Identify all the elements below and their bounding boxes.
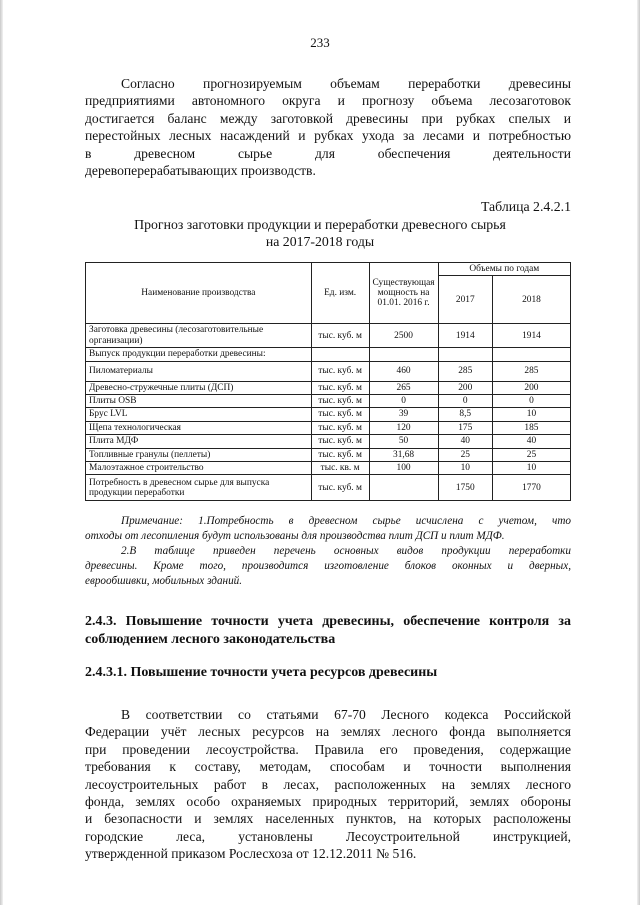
table-row [86,435,571,448]
cell-unit: тыс. кв. м [311,462,369,475]
page-edge-left [0,0,3,905]
table-row [86,448,571,461]
section-heading-2-4-3-1: 2.4.3.1. Повышение точности учета ресурсов древесины [85,665,438,680]
note-line: 2.В таблице приведен перечень основных видов продукции переработки [121,545,571,557]
body-line: лесоустроительных работ в лесах, расположенных на землях лесного [85,776,571,792]
cell-capacity [369,348,438,361]
body-line: утвержденной приказом Рослесхоза от 12.12.2011 № 516. [85,846,417,862]
body-line: фонда, землях особо охраняемых природных территорий, землях обороны [85,794,571,810]
cell-2017: 0 [438,395,492,408]
cell-name: Малоэтажное строительство [86,462,312,475]
cell-unit: тыс. куб. м [311,395,369,408]
cell-2017: 25 [438,448,492,461]
section-heading-2-4-3 [85,613,571,649]
table-row [86,381,571,394]
cell-2018: 200 [492,381,570,394]
intro-paragraph [85,75,571,179]
body-line: Федерации учёт лесных ресурсов на землях лесного фонда выполняется [85,724,571,740]
cell-unit [311,348,369,361]
body-line: В соответствии со статьями 67-70 Лесного кодекса Российской [121,707,571,722]
note-line: Примечание: 1.Потребность в древесном сырье исчислена с учетом, что [121,515,571,527]
cell-name: Плиты OSB [86,395,312,408]
table-row [86,475,571,501]
cell-capacity: 39 [369,408,438,421]
body-line: и безопасности и землях населенных пунктов, на которых расположены [85,811,571,827]
cell-unit: тыс. куб. м [311,361,369,381]
cell-2018: 1914 [492,324,570,348]
table-row [86,361,571,381]
cell-2017: 1750 [438,475,492,501]
header-year-2018: 2018 [492,276,570,324]
cell-name: Выпуск продукции переработки древесины: [86,348,312,361]
table-row [86,408,571,421]
table-note [85,514,571,589]
cell-2018: 25 [492,448,570,461]
forecast-table [85,262,571,501]
cell-2018: 0 [492,395,570,408]
header-unit: Ед. изм. [311,263,369,324]
table-row [86,421,571,434]
cell-capacity: 31,68 [369,448,438,461]
cell-unit: тыс. куб. м [311,324,369,348]
cell-2017: 200 [438,381,492,394]
heading-line: соблюдением лесного законодательства [85,632,336,647]
cell-capacity: 100 [369,462,438,475]
table-row [86,348,571,361]
intro-line: деревоперерабатывающих производств. [85,163,316,179]
table-title [0,216,640,250]
cell-2017: 1914 [438,324,492,348]
table-row [86,324,571,348]
intro-line: достигается баланс между заготовкой древесины при рубках спелых и [85,110,571,126]
cell-capacity: 120 [369,421,438,434]
intro-line: в древесном сырье для обеспечения деятельности [85,145,571,161]
cell-name: Потребность в древесном сырье для выпуска продукции переработки [86,475,312,501]
body-paragraph [85,706,571,863]
table-row [86,462,571,475]
cell-2017 [438,348,492,361]
cell-2017: 175 [438,421,492,434]
cell-capacity [369,475,438,501]
cell-2018 [492,348,570,361]
cell-name: Древесно-стружечные плиты (ДСП) [86,381,312,394]
cell-name: Заготовка древесины (лесозаготовительные организации) [86,324,312,348]
body-line: городские леса, установлены Лесоустроительной инструкцией, [85,828,571,844]
cell-2018: 1770 [492,475,570,501]
cell-name: Плита МДФ [86,435,312,448]
heading-line: 2.4.3. Повышение точности учета древесины, обеспечение контроля за [85,614,571,629]
cell-2018: 10 [492,408,570,421]
cell-unit: тыс. куб. м [311,421,369,434]
cell-name: Брус LVL [86,408,312,421]
body-line: требования к составу, методам, способам и точности выполнения [85,759,571,775]
cell-2018: 40 [492,435,570,448]
cell-capacity: 50 [369,435,438,448]
cell-unit: тыс. куб. м [311,381,369,394]
page-number: 233 [310,35,330,50]
cell-2018: 10 [492,462,570,475]
cell-2017: 285 [438,361,492,381]
cell-2017: 8,5 [438,408,492,421]
cell-unit: тыс. куб. м [311,448,369,461]
cell-capacity: 0 [369,395,438,408]
cell-2017: 40 [438,435,492,448]
note-line: древесины. Кроме того, производится изготовление блоков оконных и дверных, [85,560,571,572]
cell-name: Щепа технологическая [86,421,312,434]
cell-2018: 185 [492,421,570,434]
cell-unit: тыс. куб. м [311,435,369,448]
cell-capacity: 2500 [369,324,438,348]
cell-name: Пиломатериалы [86,361,312,381]
table-row [86,395,571,408]
note-line: отходы от лесопиления будут использованы для производства плит ДСП и плит МДФ. [85,530,505,542]
cell-unit: тыс. куб. м [311,408,369,421]
note-line: еврообшивки, мобильных зданий. [85,575,243,587]
cell-capacity: 265 [369,381,438,394]
table-title-line: Прогноз заготовки продукции и переработки древесного сырья [134,217,506,232]
header-name: Наименование производства [86,263,312,324]
header-volumes-group: Объемы по годам [438,263,570,276]
table-label: Таблица 2.4.2.1 [480,199,571,214]
header-year-2017: 2017 [438,276,492,324]
cell-unit: тыс. куб. м [311,475,369,501]
cell-2018: 285 [492,361,570,381]
cell-name: Топливные гранулы (пеллеты) [86,448,312,461]
header-capacity: Существующая мощность на 01.01. 2016 г. [369,263,438,324]
intro-line: предприятиями автономного округа и прогнозу объема лесозаготовок [85,93,571,109]
cell-capacity: 460 [369,361,438,381]
cell-2017: 10 [438,462,492,475]
intro-line: перестойных лесных насаждений и рубках ухода за лесами и потребностью [85,128,571,144]
intro-line: Согласно прогнозируемым объемам переработки древесины [121,76,571,91]
table-title-line: на 2017-2018 годы [265,234,375,249]
body-line: при проведении лесоустройства. Правила его проведения, содержащие [85,741,571,757]
